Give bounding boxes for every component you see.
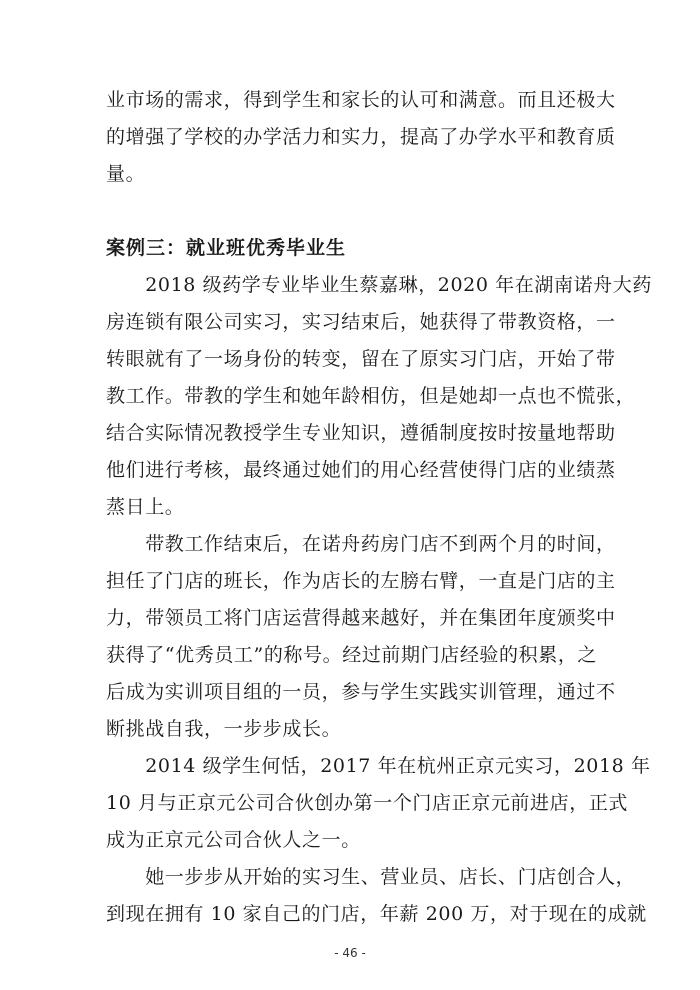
body-text-line: 他们进行考核，最终通过她们的用心经营使得门店的业绩蒸: [106, 459, 616, 481]
body-text-line: 房连锁有限公司实习，实习结束后，她获得了带教资格，一: [106, 311, 616, 333]
body-text-line: 她一步步从开始的实习生、营业员、店长、门店创合人，: [106, 866, 636, 888]
body-text-line: 教工作。带教的学生和她年龄相仿，但是她却一点也不慌张，: [106, 385, 636, 407]
section-heading: 案例三：就业班优秀毕业生: [106, 237, 347, 259]
body-text-line: 蒸日上。: [106, 496, 185, 518]
body-text-line: 业市场的需求，得到学生和家长的认可和满意。而且还极大: [106, 89, 616, 111]
page-number: - 46 -: [334, 946, 366, 960]
body-text-line: 10 月与正京元公司合伙创办第一个门店正京元前进店，正式: [106, 792, 629, 814]
body-text-line: 断挑战自我，一步步成长。: [106, 718, 342, 740]
body-text-line: 结合实际情况教授学生专业知识，遵循制度按时按量地帮助: [106, 422, 616, 444]
body-text-line: 力，带领员工将门店运营得越来越好，并在集团年度颁奖中: [106, 607, 616, 629]
body-text-line: 2014 级学生何恬，2017 年在杭州正京元实习，2018 年: [106, 755, 651, 777]
body-text-line: 的增强了学校的办学活力和实力，提高了办学水平和教育质: [106, 126, 616, 148]
body-text-line: 到现在拥有 10 家自己的门店，年薪 200 万，对于现在的成就: [106, 903, 647, 925]
body-text-line: 担任了门店的班长，作为店长的左膀右臂，一直是门店的主: [106, 570, 616, 592]
body-text-line: 量。: [106, 163, 146, 185]
body-text-line: 带教工作结束后，在诺舟药房门店不到两个月的时间，: [106, 533, 616, 555]
body-text-line: 成为正京元公司合伙人之一。: [106, 829, 361, 851]
body-text-line: 2018 级药学专业毕业生蔡嘉琳，2020 年在湖南诺舟大药: [106, 274, 652, 296]
body-text-line: 后成为实训项目组的一员，参与学生实践实训管理，通过不: [106, 681, 616, 703]
body-text-line: 获得了“优秀员工”的称号。经过前期门店经验的积累，之: [106, 644, 598, 666]
body-text-line: 转眼就有了一场身份的转变，留在了原实习门店，开始了带: [106, 348, 616, 370]
